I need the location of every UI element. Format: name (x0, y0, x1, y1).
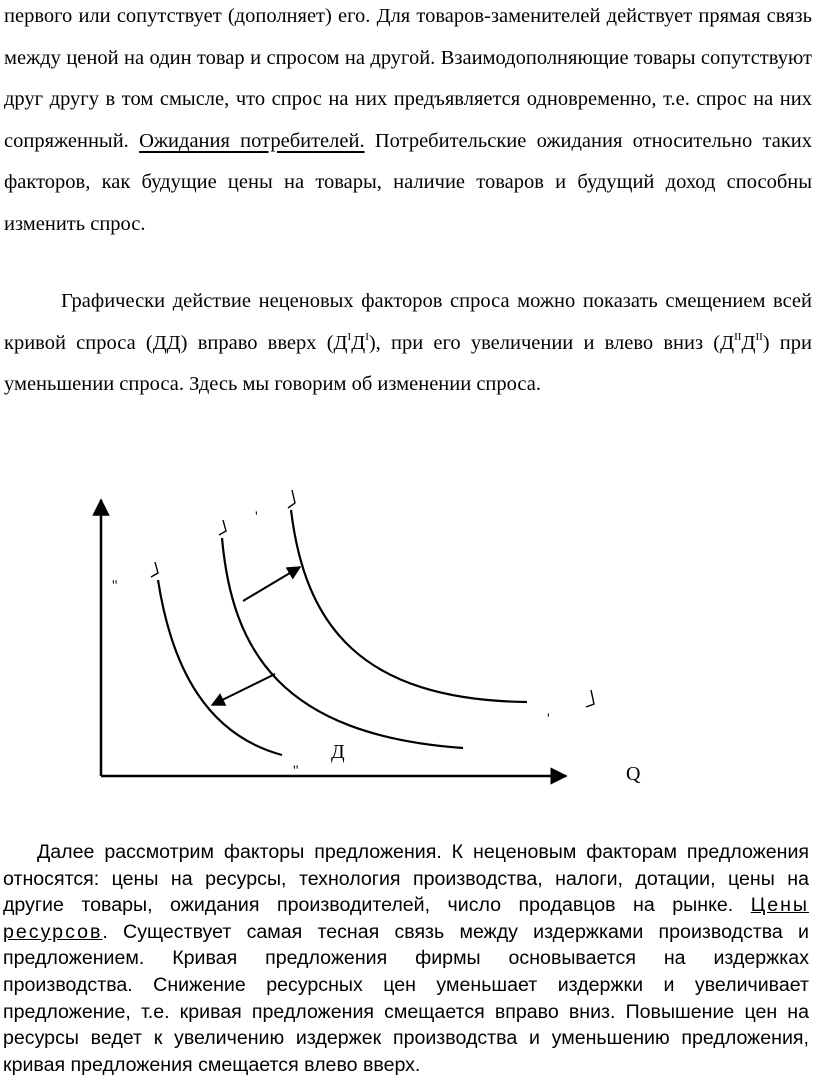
curve-mark-double: '' (112, 578, 118, 594)
paragraph-text: Потребительские ожидания относительно таких факторов, как будущие цены на товары, наличие товаров и будущий доход способны изменить спрос. (4, 129, 812, 235)
paragraph-text: ) при уменьшении спроса. Здесь мы говорим об изменении спроса. (4, 331, 812, 395)
heading-resource-prices: Цены ресурсов (3, 894, 809, 943)
paragraph-text: Д (741, 331, 756, 354)
curve-end-mark (151, 562, 158, 577)
demand-shift-graph (0, 470, 816, 800)
paragraph-supply-factors (3, 839, 809, 1078)
curve-mark-single: ' (547, 711, 550, 727)
paragraph-text: Далее рассмотрим факторы предложения. К неценовым факторам предложения относятся: цены на ресурсы, технология производства, налоги, дотации, цены на другие товары, ожидания производителей, число продавцов на рынке. (3, 841, 809, 917)
paragraph-text: . Существует самая тесная связь между издержками производства и предложением. Кривая предложения фирмы основывается на издержках производства. Снижение ресурсных цен уменьшает издержки и увеличивает предложение, т.е. кривая предложения смещается вправо вниз. Повышение цен на ресурсы ведет к увеличению издержек производства и уменьшению предложения, кривая предложения смещается влево вверх. (3, 920, 809, 1076)
paragraph-text: первого или сопутствует (дополняет) его. Для товаров-заменителей действует прямая связь между ценой на один товар и спросом на другой. Взаимодополняющие товары сопутствуют друг другу в том смысле, что спрос на них предъявляется одновременно, т.е. спрос на них сопряженный. (4, 5, 812, 152)
curve-mark-double: '' (293, 763, 299, 779)
shift-arrow-right (243, 567, 300, 601)
heading-consumer-expectations: Ожидания потребителей. (139, 129, 365, 152)
superscript: II (734, 330, 742, 343)
superscript: I (347, 330, 352, 343)
demand-curve-d (222, 538, 463, 748)
superscript: II (755, 330, 763, 343)
paragraph-graph-description (4, 281, 812, 406)
x-axis-label: Q (626, 763, 641, 785)
paragraph-text: ), при его увеличении и влево вниз (Д (368, 331, 735, 354)
paragraph-text: Графически действие неценовых факторов спроса можно показать смещением всей кривой спроса (ДД) вправо вверх (Д (4, 290, 812, 354)
demand-curve-dii (158, 580, 282, 755)
curve-label-d: Д (331, 741, 345, 763)
curve-end-mark (586, 690, 594, 707)
curve-mark-single: ' (255, 509, 258, 525)
curve-end-mark (219, 520, 226, 535)
curve-end-mark (288, 490, 295, 508)
superscript: I (365, 330, 369, 343)
paragraph-demand-factors (4, 0, 812, 245)
shift-arrow-left (212, 674, 275, 705)
demand-curve-di (291, 510, 527, 702)
paragraph-text: Д (351, 331, 366, 354)
